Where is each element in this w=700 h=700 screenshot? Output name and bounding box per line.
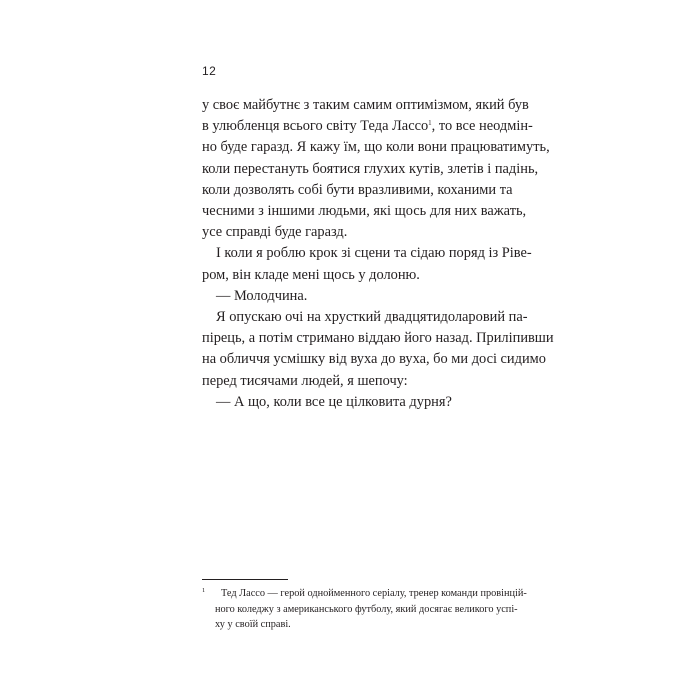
dialogue-line — [202, 286, 498, 307]
text-line: на обличчя усмішку від вуха до вуха, бо ми досі сидимо — [202, 351, 546, 368]
paragraph — [202, 95, 550, 243]
body-text — [202, 95, 554, 413]
text-segment: , то все неодмін- — [431, 118, 533, 135]
text-line: Я опускаю очі на хрусткий двадцятидоларовий па- — [216, 309, 528, 326]
footnote — [202, 586, 527, 633]
paragraph — [202, 243, 532, 285]
text-line: перед тисячами людей, я шепочу: — [202, 372, 408, 389]
text-line: у своє майбутнє з таким самим оптимізмом, який був — [202, 97, 529, 113]
footnote-line: ного коледжу з американського футболу, який досягає великого успі- — [215, 603, 518, 615]
footnote-reference: 1 — [428, 118, 432, 127]
paragraph — [202, 307, 554, 392]
text-line: — Молодчина. — [216, 287, 308, 304]
text-line: но буде гаразд. Я кажу їм, що коли вони працюватимуть, — [202, 139, 550, 156]
page-number: 12 — [202, 64, 217, 78]
text-line: чесними з іншими людьми, які щось для них важать, — [202, 203, 527, 220]
text-line — [202, 116, 533, 137]
footnote-line: Тед Лассо — герой однойменного серіалу, тренер команди провінцій- — [221, 588, 527, 599]
text-line: ром, він кладе мені щось у долоню. — [202, 266, 420, 283]
dialogue-line — [202, 392, 498, 413]
text-line: пірець, а потім стримано віддаю його назад. Приліпивши — [202, 330, 554, 347]
text-line: коли дозволять собі бути вразливими, коханими та — [202, 181, 513, 198]
footnote-separator — [202, 579, 288, 580]
footnote-marker: 1 — [202, 587, 206, 594]
text-line: І коли я роблю крок зі сцени та сідаю поряд із Ріве- — [216, 245, 532, 262]
text-line: усе справді буде гаразд. — [202, 224, 348, 241]
footnote-line: ху у своїй справі. — [215, 619, 291, 631]
text-line: — А що, коли все це цілковита дурня? — [216, 393, 452, 410]
text-line: коли перестануть боятися глухих кутів, злетів і падінь, — [202, 160, 539, 177]
text-segment: в улюбленця всього світу Теда Лассо — [202, 118, 429, 135]
